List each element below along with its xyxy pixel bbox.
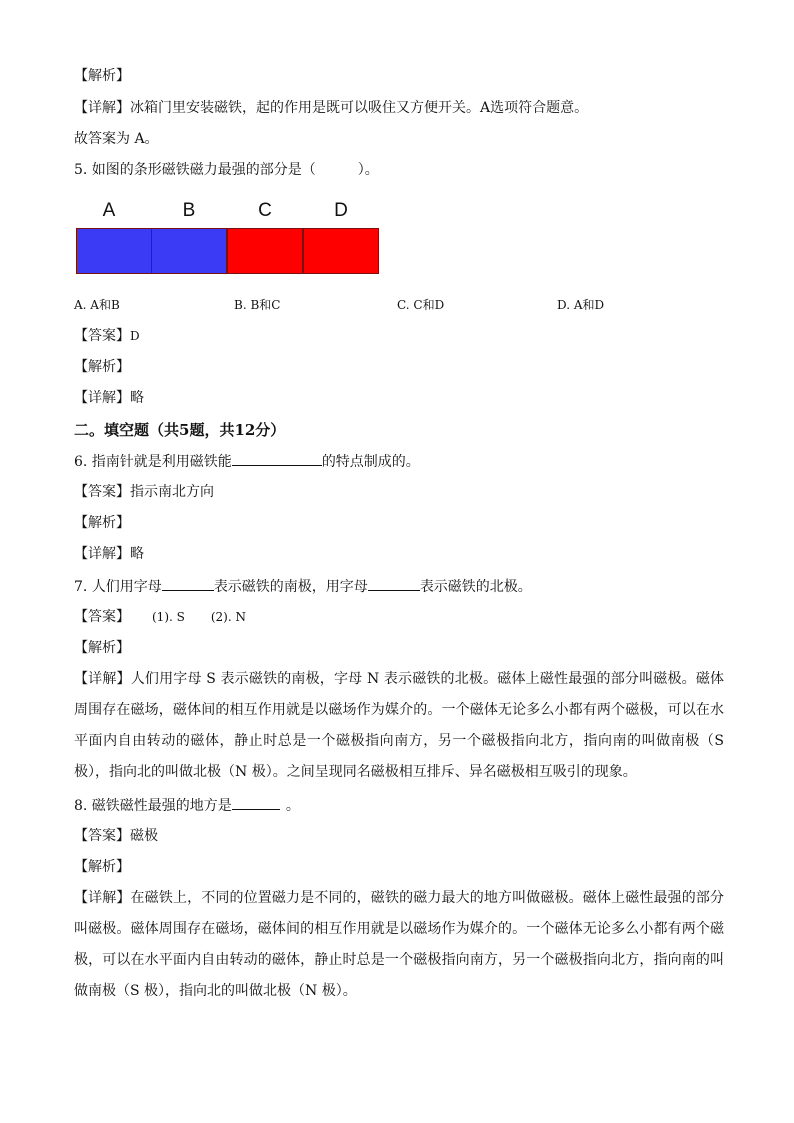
detail-label: 【详解】 [74, 100, 130, 116]
conclusion-line: 故答案为 A。 [74, 131, 159, 147]
magnet-segment-c [227, 228, 303, 274]
analysis-heading: 【解析】 [74, 640, 130, 656]
detail-text: 冰箱门里安装磁铁，起的作用是既可以吸住又方便开关。A选项符合题意。 [130, 100, 589, 116]
answer-blank [368, 576, 420, 591]
question-6 [74, 451, 420, 472]
question-text: 表示磁铁的南极，用字母 [213, 579, 368, 595]
analysis-heading: 【解析】 [74, 859, 130, 875]
option-b: B. B和C [234, 298, 281, 312]
question-text: 8. 磁铁磁性最强的地方是 [74, 798, 232, 814]
detail-text: 在磁铁上，不同的位置磁力是不同的，磁铁的磁力最大的地方叫做磁极。磁体上磁性最强的部分叫磁极。磁体周围存在磁场，磁体间的相互作用就是以磁场作为媒介的。一个磁体无论多么小都有两个磁极，可以在水平面内自由转动的磁体，静止时总是一个磁极指向南方，另一个磁极指向北方，指向南的叫做南极（S 极），指向北的叫做北极（N 极）。 [74, 890, 725, 999]
answer-blank [232, 451, 322, 466]
detail-line [74, 544, 144, 564]
answer-label: 【答案】 [74, 828, 130, 844]
question-7 [74, 576, 532, 597]
answer-label: 【答案】 [74, 484, 130, 500]
magnet-label-b: B [182, 200, 196, 221]
answer-value: 指示南北方向 [130, 484, 214, 500]
detail-paragraph [74, 664, 724, 788]
question-text: 。 [285, 798, 300, 814]
option-d: D. A和D [557, 298, 605, 312]
analysis-heading: 【解析】 [74, 515, 130, 531]
answer-label: 【答案】 [74, 609, 130, 625]
magnet-segment-b [151, 228, 227, 274]
answer-blank [232, 795, 280, 810]
answer-blank [162, 576, 214, 591]
detail-text: 人们用字母 S 表示磁铁的南极，字母 N 表示磁铁的北极。磁体上磁性最强的部分叫磁极。磁体周围存在磁场，磁体间的相互作用就是以磁场作为媒介的。一个磁体无论多么小都有两个磁极，可以在水平面内自由转动的磁体，静止时总是一个磁极指向南方，另一个磁极指向北方，指向南的叫做南极（S 极），指向北的叫做北极（N 极）。之间呈现同名磁极相互排斥、异名磁极相互吸引的现象。 [74, 671, 725, 780]
detail-line [74, 98, 588, 118]
option-c: C. C和D [397, 298, 445, 312]
answer-value: D [130, 329, 140, 343]
magnet-segment-d [303, 228, 379, 274]
magnet-label-c: C [258, 200, 272, 221]
detail-label: 【详解】 [74, 890, 131, 906]
option-a: A. A和B [74, 298, 120, 312]
magnet-label-a: A [102, 200, 116, 221]
section-title: 二。填空题（共5题，共12分） [74, 421, 286, 439]
magnet-segment-a [76, 228, 152, 274]
analysis-label: 【解析】 [74, 68, 130, 84]
detail-label: 【详解】 [74, 671, 131, 687]
magnet-label-d: D [334, 200, 348, 221]
question-text: 表示磁铁的北极。 [419, 579, 532, 595]
analysis-heading [74, 66, 130, 86]
analysis-heading: 【解析】 [74, 359, 130, 375]
detail-label: 【详解】 [74, 390, 130, 406]
detail-label: 【详解】 [74, 546, 130, 562]
answer-line [74, 482, 214, 502]
answer-line [74, 607, 246, 627]
question-text: 6. 指南针就是利用磁铁能 [74, 454, 232, 470]
detail-line [74, 388, 144, 408]
answer-label: 【答案】 [74, 328, 130, 344]
question-text: 7. 人们用字母 [74, 579, 162, 595]
detail-text: 略 [130, 546, 144, 562]
question-5: 5. 如图的条形磁铁磁力最强的部分是（ ）。 [74, 162, 379, 178]
answer-value-2: (2). N [210, 610, 246, 624]
detail-text: 略 [130, 390, 144, 406]
question-text: 的特点制成的。 [321, 454, 420, 470]
answer-value-1: (1). S [152, 610, 185, 624]
answer-line [74, 326, 140, 346]
question-8 [74, 795, 300, 816]
detail-paragraph [74, 883, 724, 1007]
answer-line [74, 826, 158, 846]
answer-value: 磁极 [130, 828, 158, 844]
